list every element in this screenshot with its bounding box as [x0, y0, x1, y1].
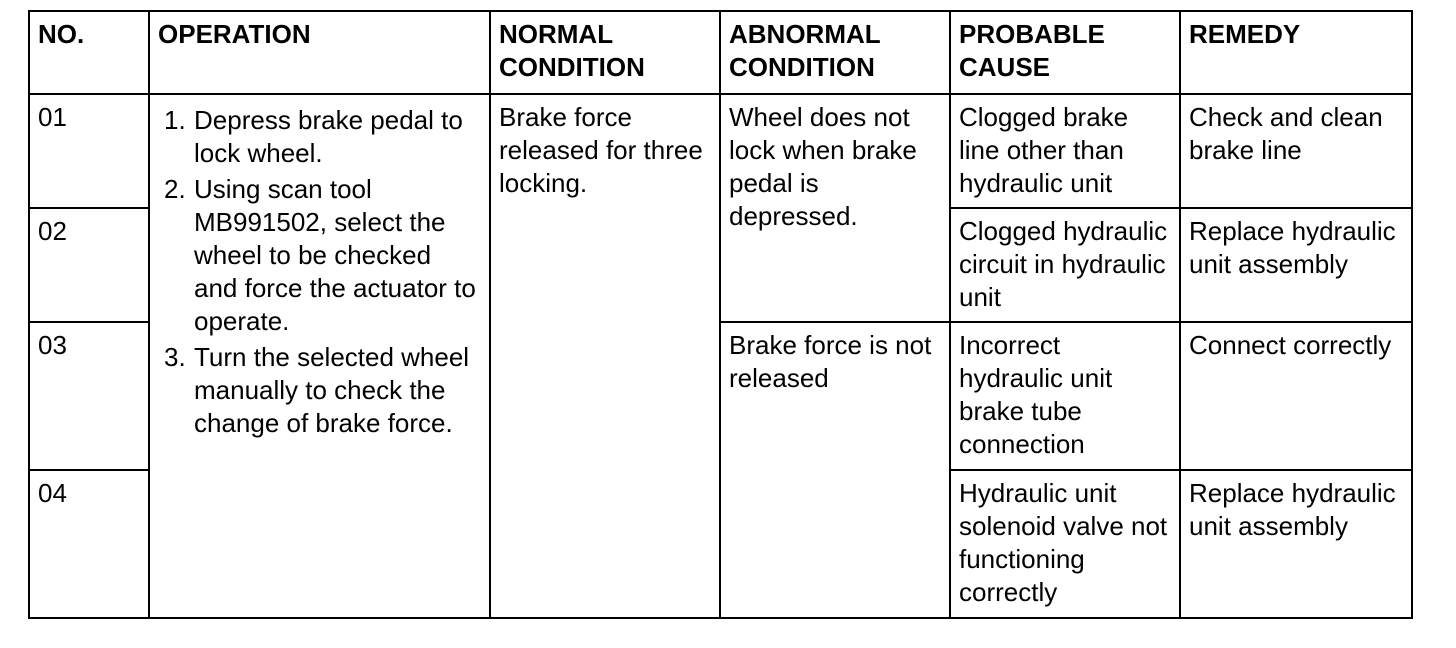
probable-cause-cell: Clogged brake line other than hydraulic unit	[950, 94, 1180, 208]
remedy-cell: Replace hydraulic unit assembly	[1180, 470, 1412, 618]
remedy-cell: Check and clean brake line	[1180, 94, 1412, 208]
header-normal-condition: NORMAL CONDITION	[490, 11, 720, 94]
step-number: 2.	[164, 174, 186, 204]
step-text: Using scan tool MB991502, select the wheel to be checked and force the actuator to operate.	[194, 174, 476, 336]
abnormal-condition-cell: Brake force is not released	[720, 322, 950, 618]
normal-condition-cell: Brake force released for three locking.	[490, 94, 720, 618]
probable-cause-cell: Hydraulic unit solenoid valve not functioning correctly	[950, 470, 1180, 618]
troubleshooting-table-container	[28, 10, 1413, 619]
row-number: 04	[29, 470, 149, 618]
operation-steps-list	[164, 104, 481, 440]
probable-cause-cell: Clogged hydraulic circuit in hydraulic unit	[950, 208, 1180, 322]
abnormal-condition-cell: Wheel does not lock when brake pedal is depressed.	[720, 94, 950, 322]
operation-step	[164, 173, 481, 338]
remedy-cell: Connect correctly	[1180, 322, 1412, 470]
operation-step	[164, 104, 481, 170]
row-number: 03	[29, 322, 149, 470]
operation-cell	[149, 94, 490, 618]
troubleshooting-table	[28, 10, 1413, 619]
header-row	[29, 11, 1412, 94]
step-text: Depress brake pedal to lock wheel.	[194, 105, 463, 168]
header-no: NO.	[29, 11, 149, 94]
header-probable-cause: PROBABLE CAUSE	[950, 11, 1180, 94]
row-number: 02	[29, 208, 149, 322]
header-abnormal-condition: ABNORMAL CONDITION	[720, 11, 950, 94]
probable-cause-cell: Incorrect hydraulic unit brake tube connection	[950, 322, 1180, 470]
header-operation: OPERATION	[149, 11, 490, 94]
step-text: Turn the selected wheel manually to check the change of brake force.	[194, 342, 470, 438]
table-row	[29, 94, 1412, 208]
header-remedy: REMEDY	[1180, 11, 1412, 94]
operation-step	[164, 341, 481, 440]
step-number: 1.	[164, 105, 186, 135]
remedy-cell: Replace hydraulic unit assembly	[1180, 208, 1412, 322]
row-number: 01	[29, 94, 149, 208]
step-number: 3.	[164, 342, 186, 372]
